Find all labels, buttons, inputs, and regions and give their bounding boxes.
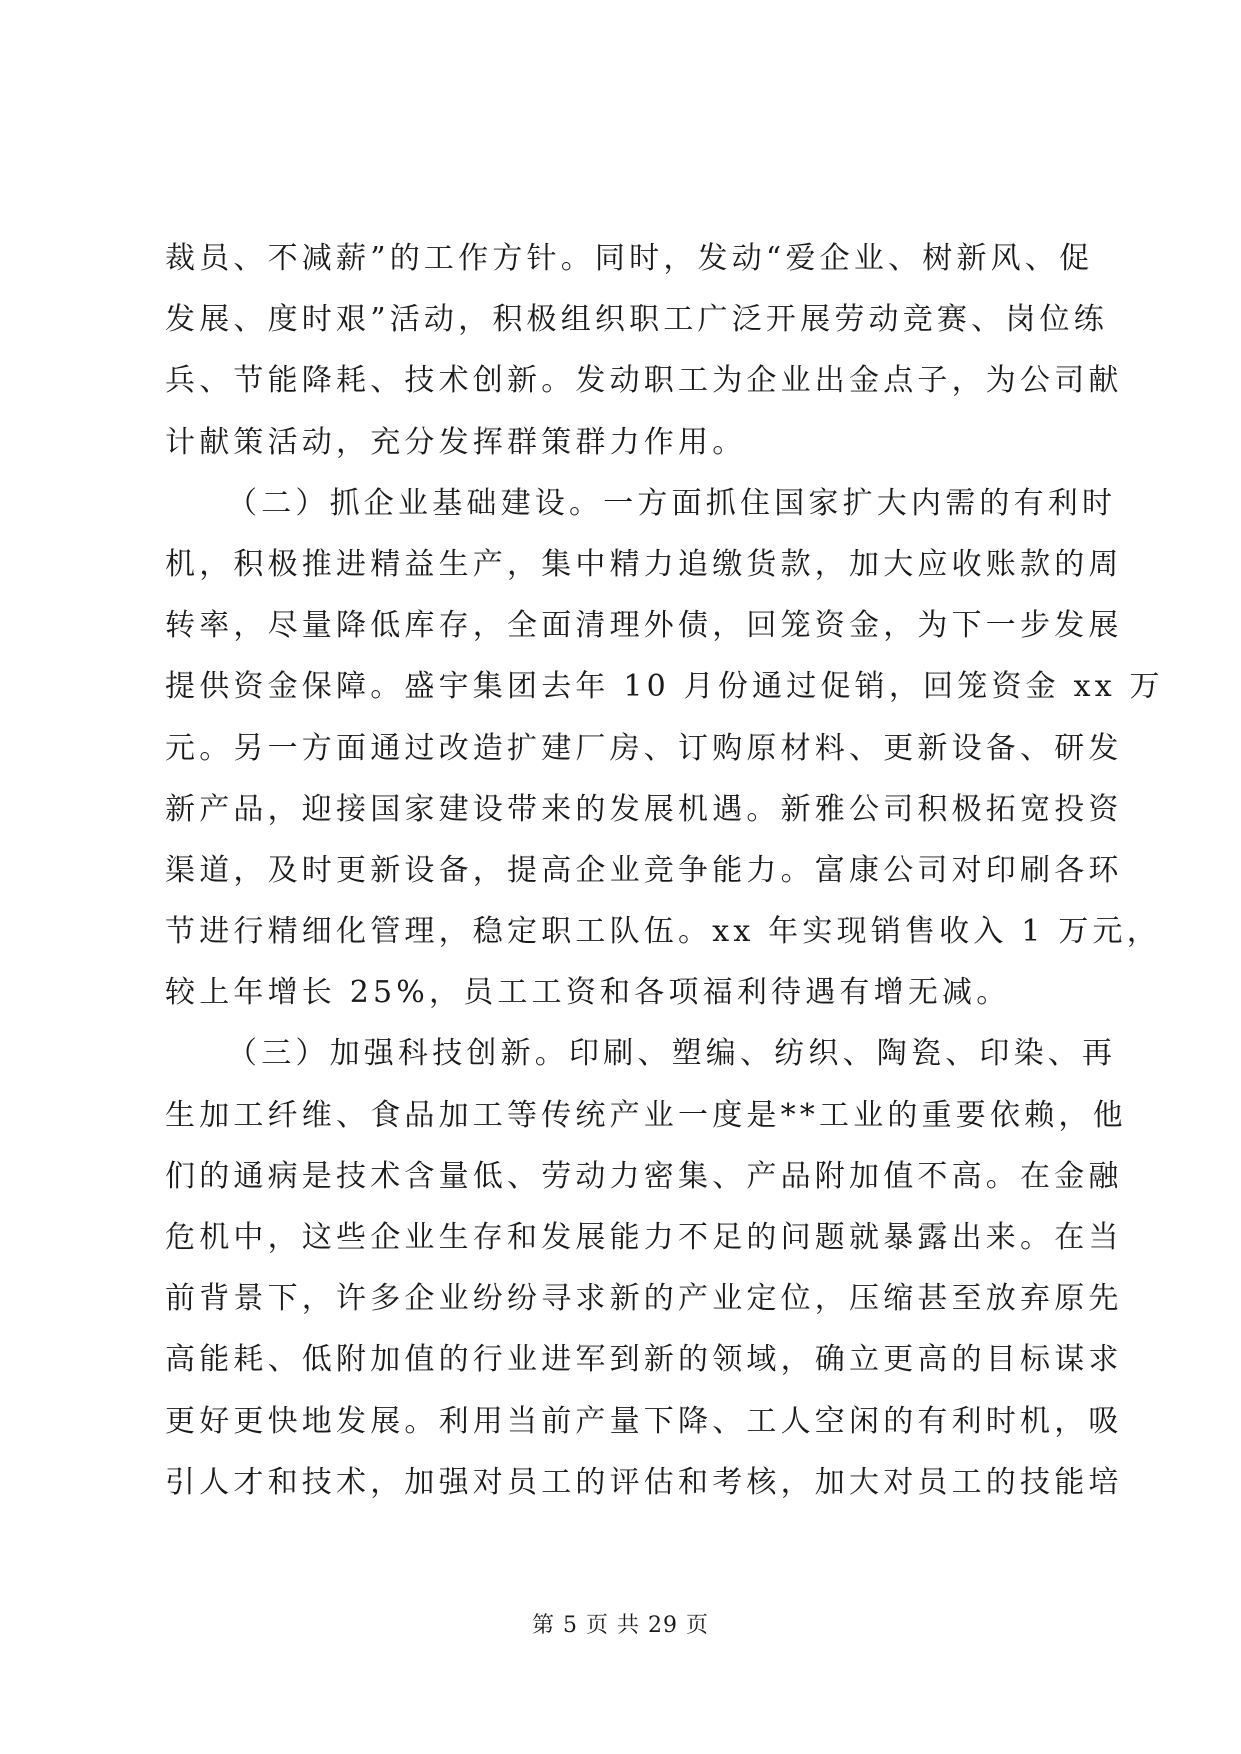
- text-line: 计献策活动，充分发挥群策群力作用。: [165, 424, 747, 460]
- text-line: 高能耗、低附加值的行业进军到新的领域，确立更高的目标谋求: [165, 1342, 1123, 1378]
- body-text: [165, 228, 1164, 1513]
- text-line: 节进行精细化管理，稳定职工队伍。xx 年实现销售收入 1 万元，: [165, 914, 1161, 950]
- text-line: 渠道，及时更新设备，提高企业竞争能力。富康公司对印刷各环: [165, 852, 1123, 888]
- text-line: 较上年增长 25%，员工工资和各项福利待遇有增无减。: [165, 975, 1011, 1011]
- text-line: 新产品，迎接国家建设带来的发展机遇。新雅公司积极拓宽投资: [165, 791, 1123, 827]
- text-line: 提供资金保障。盛宇集团去年 10 月份通过促销，回笼资金 xx 万: [165, 669, 1164, 705]
- text-line: 兵、节能降耗、技术创新。发动职工为企业出金点子，为公司献: [165, 363, 1123, 399]
- text-line: 危机中，这些企业生存和发展能力不足的问题就暴露出来。在当: [165, 1220, 1123, 1255]
- paragraph-start-line: （二）抓企业基础建设。一方面抓住国家扩大内需的有利时: [227, 485, 1117, 521]
- text-line: 们的通病是技术含量低、劳动力密集、产品附加值不高。在金融: [165, 1158, 1123, 1194]
- text-line: 机，积极推进精益生产，集中精力追缴货款，加大应收账款的周: [165, 546, 1123, 582]
- paragraph-start-line: （三）加强科技创新。印刷、塑编、纺织、陶瓷、印染、再: [227, 1036, 1117, 1072]
- text-line: 发展、度时艰”活动，积极组织职工广泛开展劳动竞赛、岗位练: [165, 302, 1108, 338]
- text-line: 生加工纤维、食品加工等传统产业一度是**工业的重要依赖，他: [165, 1097, 1127, 1133]
- text-line: 裁员、不减薪”的工作方针。同时，发动“爱企业、树新风、促: [165, 241, 1094, 276]
- text-line: 元。另一方面通过改造扩建厂房、订购原材料、更新设备、研发: [165, 730, 1123, 766]
- text-line: 引人才和技术，加强对员工的评估和考核，加大对员工的技能培: [165, 1464, 1123, 1500]
- page-number-footer: 第 5 页 共 29 页: [532, 1613, 709, 1638]
- text-line: 前背景下，许多企业纷纷寻求新的产业定位，压缩甚至放弃原先: [165, 1281, 1123, 1317]
- text-line: 更好更快地发展。利用当前产量下降、工人空闲的有利时机，吸: [165, 1403, 1123, 1439]
- text-line: 转率，尽量降低库存，全面清理外债，回笼资金，为下一步发展: [165, 608, 1123, 644]
